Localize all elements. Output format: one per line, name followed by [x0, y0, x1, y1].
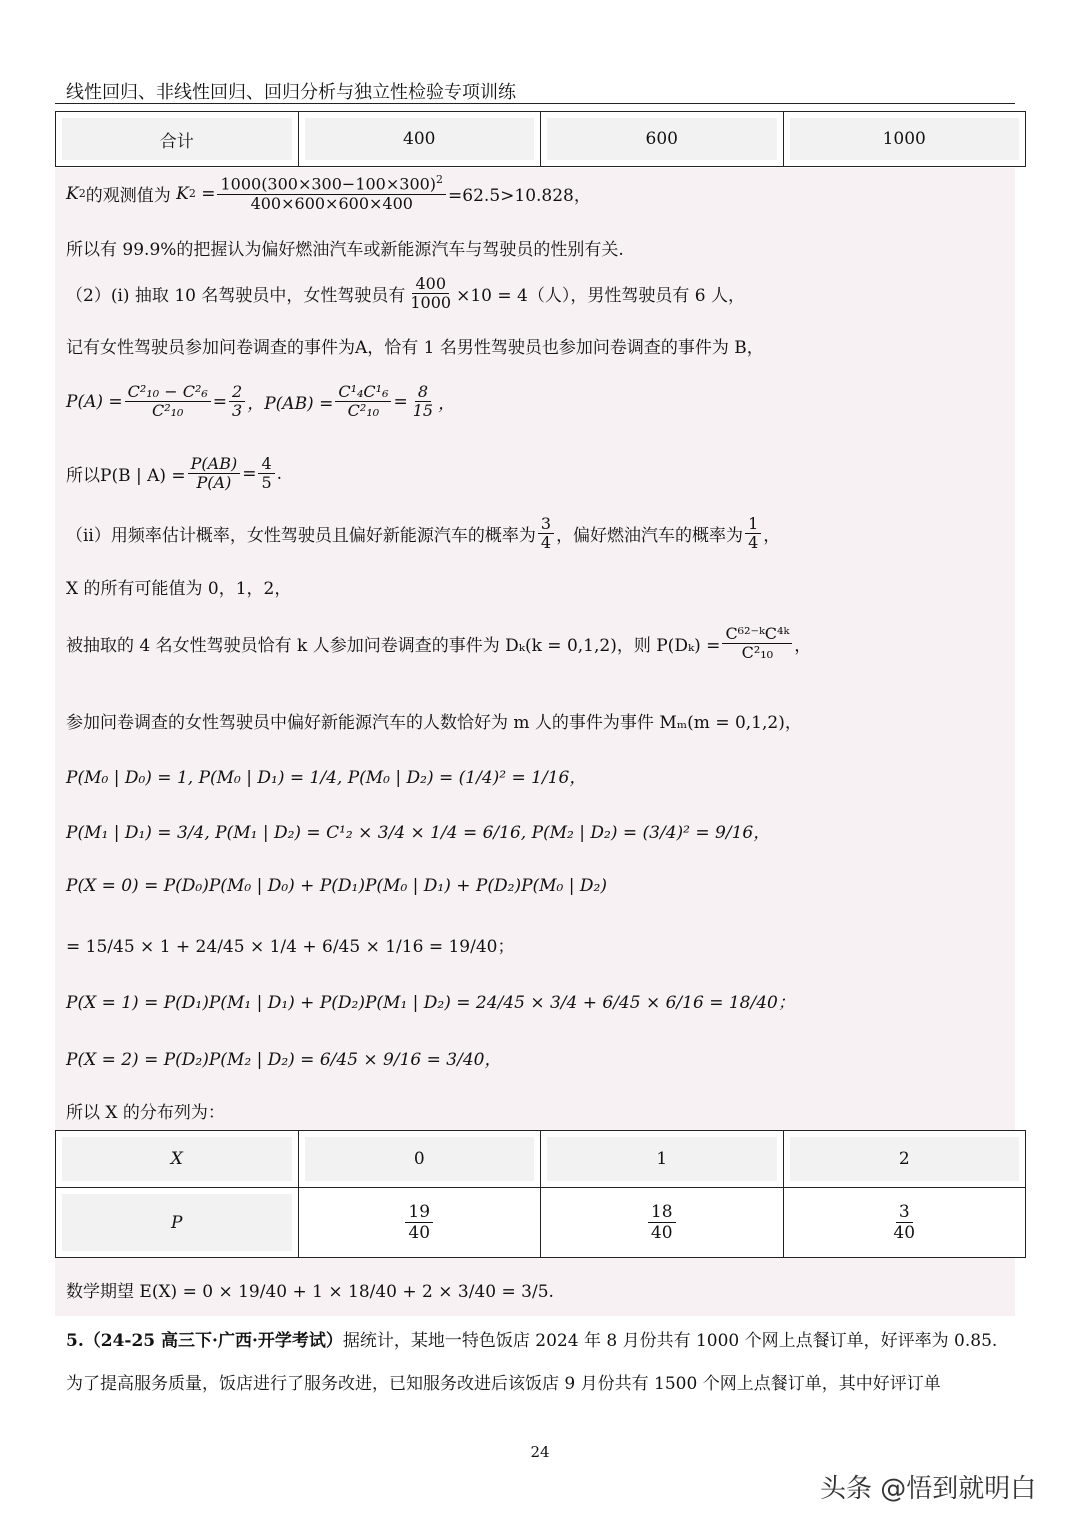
page-header-title: 线性回归、非线性回归、回归分析与独立性检验专项训练 — [66, 82, 516, 103]
px1-line: P(X = 1) = P(D₁)P(M₁ | D₁) + P(D₂)P(M₁ | D₂) = 24/45 × 3/4 + 6/45 × 6/16 = 18/40； — [66, 993, 795, 1013]
events-line: 记有女性驾驶员参加问卷调查的事件为A，恰有 1 名男性驾驶员也参加问卷调查的事件为 B， — [66, 338, 764, 358]
dist-x-0: 0 — [298, 1131, 541, 1188]
question-5-source: 5.（24-25 高三下·广西·开学考试） — [66, 1331, 343, 1351]
total-cell-2: 600 — [541, 112, 784, 167]
dist-x-label: X — [56, 1131, 299, 1188]
k2-fraction: $\frac{1000(300\times 300-100\times 300)^2}{400\times 600\times 600\times 400}$ — [217, 174, 446, 213]
total-label-cell: 合计 — [56, 112, 299, 167]
total-cell-3: 1000 — [783, 112, 1026, 167]
pba-line: 所以P(B | A) = $\frac{P(AB)}{P(A)}$ = $\frac{4}{5}$ . — [66, 454, 283, 493]
question-5-line-2: 为了提高服务质量，饭店进行了服务改进，已知服务改进后该饭店 9 月份共有 1500 个网上点餐订单，其中好评订单 — [66, 1374, 941, 1394]
distribution-table — [55, 1130, 1026, 1258]
px0-line: P(X = 0) = P(D₀)P(M₀ | D₀) + P(D₁)P(M₀ | D₁) + P(D₂)P(M₀ | D₂) — [66, 876, 607, 896]
mm-line: 参加问卷调查的女性驾驶员中偏好新能源汽车的人数恰好为 m 人的事件为事件 Mₘ(m = 0,1,2)， — [66, 713, 802, 733]
px0-calc-line: = 15/45 × 1 + 24/45 × 1/4 + 6/45 × 1/16 = 19/40； — [66, 937, 515, 957]
pa-line: P(A) = $\frac{\text{C²₁₀ − C²₆}}{\text{C²₁₀}}$ = $\frac{2}{3}$ ，P(AB) = $\frac{\text{C¹₄C¹₆}}{\text{C²₁₀}}$ = $\frac{8}{15}$ ， — [66, 382, 456, 421]
dist-p-2: $\frac{3}{40}$ — [783, 1188, 1026, 1258]
dist-x-2: 2 — [783, 1131, 1026, 1188]
conclusion-line: 所以有 99.9%的把握认为偏好燃油汽车或新能源汽车与驾驶员的性别有关. — [66, 240, 624, 260]
px2-line: P(X = 2) = P(D₂)P(M₂ | D₂) = 6/45 × 9/16 = 3/40， — [66, 1050, 502, 1070]
x-values-line: X 的所有可能值为 0，1，2， — [66, 579, 292, 599]
part2-line: （2）(i) 抽取 10 名驾驶员中，女性驾驶员有 $\frac{400}{1000}$ ×10 = 4（人），男性驾驶员有 6 人， — [66, 274, 745, 313]
watermark: 头条 @悟到就明白 — [820, 1474, 1037, 1504]
expectation-line: 数学期望 E(X) = 0 × 19/40 + 1 × 18/40 + 2 × 3/40 = 3/5. — [66, 1282, 554, 1302]
contingency-total-row — [55, 111, 1026, 167]
dist-label: 所以 X 的分布列为： — [66, 1103, 225, 1123]
total-cell-1: 400 — [298, 112, 541, 167]
k2-line: K 2 的观测值为 K 2 = $\frac{1000(300\times 300-100\times 300)^2}{400\times 600\times 600\times 400}$ =62.5>10.828， — [66, 173, 591, 213]
question-5-line-1: 5.（24-25 高三下·广西·开学考试）据统计，某地一特色饭店 2024 年 8 月份共有 1000 个网上点餐订单，好评率为 0.85. — [66, 1331, 998, 1351]
dist-p-1: $\frac{18}{40}$ — [541, 1188, 784, 1258]
dist-p-0: $\frac{19}{40}$ — [298, 1188, 541, 1258]
header-rule — [55, 103, 1015, 104]
page-number: 24 — [530, 1443, 550, 1461]
dist-p-label: P — [56, 1188, 299, 1258]
dk-line: 被抽取的 4 名女性驾驶员恰有 k 人参加问卷调查的事件为 Dₖ(k = 0,1,2)，则 P(Dₖ) = $\frac{\text{C⁶²⁻ᵏC⁴ᵏ}}{\text{C²₁₀}}$ ， — [66, 624, 812, 663]
dist-x-1: 1 — [541, 1131, 784, 1188]
m0-line: P(M₀ | D₀) = 1, P(M₀ | D₁) = 1/4, P(M₀ | D₂) = (1/4)² = 1/16， — [66, 768, 587, 788]
m1-line: P(M₁ | D₁) = 3/4, P(M₁ | D₂) = C¹₂ × 3/4 × 1/4 = 6/16, P(M₂ | D₂) = (3/4)² = 9/16， — [66, 823, 771, 843]
part-ii-line: （ii）用频率估计概率，女性驾驶员且偏好新能源汽车的概率为 $\frac{3}{4}$ ，偏好燃油汽车的概率为 $\frac{1}{4}$ ， — [66, 514, 781, 553]
